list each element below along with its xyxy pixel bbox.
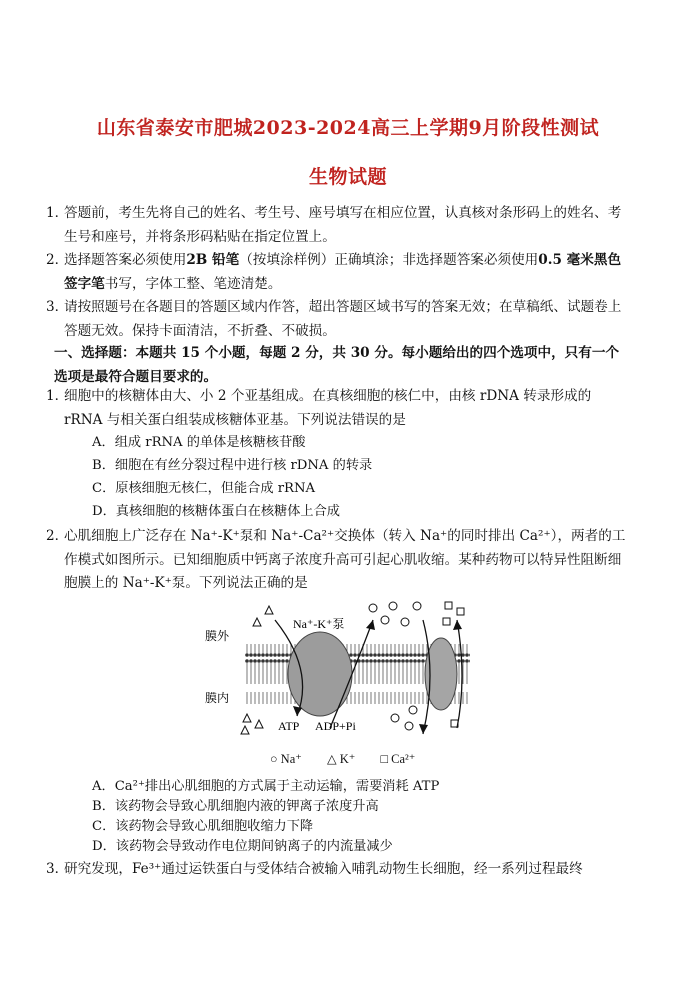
q1-option-d: D．真核细胞的核糖体蛋白在核糖体上合成 [92, 504, 340, 519]
question-1 [46, 385, 630, 432]
legend-ca: □ Ca²⁺ [380, 752, 416, 766]
instruction-1 [46, 202, 630, 249]
pump-label: Na⁺-K⁺泵 [293, 617, 345, 631]
section-label: 一、选择题 [54, 345, 122, 361]
section-desc2: 中，只有一个选项是最符合题目要求的。 [54, 345, 620, 385]
question-3 [46, 858, 630, 882]
instruction-text: 选择题答案必须使用 [64, 252, 187, 268]
section-heading [54, 342, 630, 389]
inside-label: 膜内 [205, 691, 230, 705]
instruction-bold: 2B 铅笔 [186, 252, 240, 268]
figure-legend [270, 751, 437, 767]
instruction-text: （按填涂样例）正确填涂；非选择题答案必须使用 [239, 252, 539, 268]
outside-label: 膜外 [205, 629, 230, 643]
atp-label: ATP [278, 719, 300, 733]
question-number: 3． [46, 861, 69, 877]
question-stem: 心肌细胞上广泛存在 Na⁺-K⁺泵和 Na⁺-Ca²⁺交换体（转入 Na⁺的同时排出 Ca²⁺），两者的工作模式如图所示。已知细胞质中钙离子浓度升高可引起心肌收缩。某种药物可以特异性阻断细胞膜上的 Na⁺-K⁺泵。下列说法正确的是 [64, 528, 626, 591]
question-number: 2． [46, 528, 69, 544]
question-stem: 细胞中的核糖体由大、小 2 个亚基组成。在真核细胞的核仁中，由核 rDNA 转录形成的 rRNA 与相关蛋白组装成核糖体亚基。下列说法错误的是 [64, 388, 592, 428]
q2-option-b: B．该药物会导致心肌细胞内液的钾离子浓度升高 [92, 799, 379, 814]
q1-option-a: A．组成 rRNA 的单体是核糖核苷酸 [92, 435, 306, 450]
legend-k: △ K⁺ [326, 752, 356, 766]
q2-option-d: D．该药物会导致动作电位期间钠离子的内流量减少 [92, 839, 393, 854]
q2-option-c: C．该药物会导致心肌细胞收缩力下降 [92, 819, 314, 834]
page-subtitle: 生物试题 [308, 166, 387, 188]
legend-na: ○ Na⁺ [270, 752, 302, 766]
question-stem: 研究发现，Fe³⁺通过运铁蛋白与受体结合被输入哺乳动物生长细胞，经一系列过程最终 [64, 861, 583, 877]
membrane-figure [205, 598, 485, 770]
section-emphasis: 四个选项 [483, 345, 538, 361]
question-2 [46, 525, 630, 596]
instruction-text: 请按照题号在各题目的答题区域内作答，超出答题区域书写的答案无效；在草稿纸、试题卷上答题无效。保持卡面清洁，不折叠、不破损。 [64, 299, 622, 339]
instruction-number: 2． [46, 252, 69, 268]
instruction-number: 1． [46, 205, 69, 221]
question-number: 1． [46, 388, 69, 404]
page-title: 山东省泰安市肥城2023-2024高三上学期9月阶段性测试 [96, 117, 600, 139]
instruction-3 [46, 296, 630, 343]
section-desc: ：本题共 15 个小题，每题 2 分，共 30 分。每小题给出的 [121, 345, 484, 361]
na-k-pump-protein [288, 632, 352, 716]
instruction-number: 3． [46, 299, 69, 315]
instruction-text: 书写，字体工整、笔迹清楚。 [104, 275, 282, 292]
instruction-text: 答题前，考生先将自己的姓名、考生号、座号填写在相应位置，认真核对条形码上的姓名、考生号和座号，并将条形码粘贴在指定位置上。 [64, 205, 622, 245]
instruction-2 [46, 249, 630, 296]
adp-label: ADP+Pi [315, 719, 356, 733]
q1-option-b: B．细胞在有丝分裂过程中进行核 rDNA 的转录 [92, 458, 373, 473]
q1-option-c: C．原核细胞无核仁，但能合成 rRNA [92, 481, 316, 496]
q2-option-a: A．Ca²⁺排出心肌细胞的方式属于主动运输，需要消耗 ATP [92, 779, 440, 794]
instruction-bold: 0.5 毫米黑色签字笔 [64, 252, 622, 292]
